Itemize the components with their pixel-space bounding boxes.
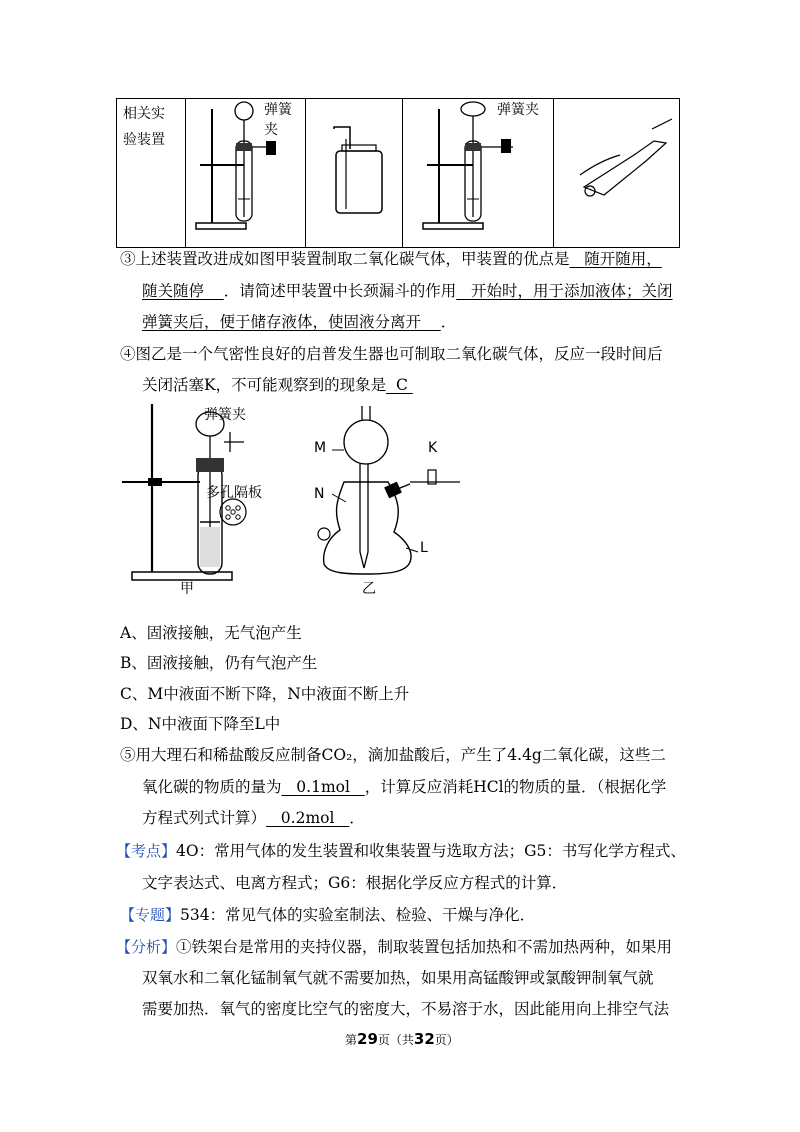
apparatus-drawing-3 [403,99,553,247]
q3-line1 [120,248,662,270]
yi-label-N: N [314,486,325,502]
apparatus-cell-2 [306,99,403,248]
figure-yi [310,402,480,602]
fenxi-line3: 需要加热．氧气的密度比空气的密度大，不易溶于水，因此能用向上排空气法 [142,1000,670,1018]
q4-line1: ④图乙是一个气密性良好的启普发生器也可制取二氧化碳气体，反应一段时间后 [120,345,663,363]
page-number: 29 [357,1030,378,1048]
q4-question: 关闭活塞K，不可能观察到的现象是 [142,376,387,394]
q5-answer-1: 0.1mol [296,778,350,796]
apparatus-cell-4 [554,99,680,248]
yi-label-L: L [420,540,428,556]
jia-clamp-label: 弹簧夹 [204,407,246,423]
q3-end: ． [440,313,457,331]
q5-line1: ⑤用大理石和稀盐酸反应制备CO₂，滴加盐酸后，产生了4.4g二氧化碳，这些二 [120,746,666,764]
q3-answer-1 [570,250,662,268]
q4-line2 [142,374,413,396]
q5-line2: 氧化碳的物质的量为 0.1mol ，计算反应消耗HCl的物质的量．（根据化学 [142,778,667,796]
jia-caption: 甲 [180,581,194,597]
clamp-label-1: 弹簧夹 [264,102,292,138]
option-d: D、N中液面下降至L中 [120,715,281,733]
zhuanti-tag: 【专题】 [120,906,181,924]
kaodian-line2: 文字表达式、电离方程式；G6：根据化学反应方程式的计算． [142,874,568,892]
gas-bottle-drawing [306,99,402,247]
q5-line3: 方程式列式计算） 0.2mol ． [142,809,365,827]
yi-label-K: K [428,440,438,456]
table-header-line1: 相关实 [123,106,165,122]
fenxi-line1: 【分析】①铁架台是常用的夹持仪器，制取装置包括加热和不需加热两种，如果用 [116,938,673,956]
q3-answer-2-text: 开始时，用于添加液体；关闭 [471,282,673,300]
kaodian-line1: 【考点】4O：常用气体的发生装置和收集装置与选取方法；G5：书写化学方程式、 [116,842,686,860]
q3-line2 [142,280,673,302]
q3-answer-2 [456,282,672,300]
yi-label-M: M [314,440,327,456]
apparatus-cell-1 [186,99,306,248]
q3-answer-2b: 弹簧夹后，便于储存液体，使固液分离开 [142,313,422,331]
page-total: 32 [413,1030,435,1048]
fenxi-tag: 【分析】 [116,938,177,956]
table-header-cell [117,99,186,248]
apparatus-table [116,98,680,248]
q3-answer-1b: 随关随停 [142,282,205,300]
q5-answer-2: 0.2mol [280,809,335,827]
yi-caption: 乙 [362,581,376,597]
q3-answer-1-text: 随开随用， [584,250,662,268]
clamp-label-2: 弹簧夹 [497,102,539,118]
page-footer: 第29页（共32页） [345,1030,459,1048]
zhuanti-line: 【专题】534：常见气体的实验室制法、检验、干燥与净化． [120,906,536,924]
q4-answer: C [395,376,408,394]
option-b: B、固液接触，仍有气泡产生 [120,654,318,672]
table-header-line2: 验装置 [123,132,165,148]
kaodian-tag: 【考点】 [116,842,177,860]
option-a: A、固液接触，无气泡产生 [120,624,302,642]
q3-line3 [142,311,456,333]
q3-question-2: ．请简述甲装置中长颈漏斗的作用 [223,282,457,300]
option-c: C、M中液面不断下降，N中液面不断上升 [120,685,410,703]
jia-plate-label: 多孔隔板 [206,485,262,501]
fenxi-line2: 双氧水和二氧化锰制氧气就不需要加热，如果用高锰酸钾或氯酸钾制氧气就 [142,969,654,987]
apparatus-cell-3 [403,99,554,248]
q3-text: ③上述装置改进成如图甲装置制取二氧化碳气体，甲装置的优点是 [120,250,570,268]
hand-test-tube-drawing [554,99,682,247]
figure-jia [120,402,290,602]
apparatus-drawing-1 [186,99,305,247]
